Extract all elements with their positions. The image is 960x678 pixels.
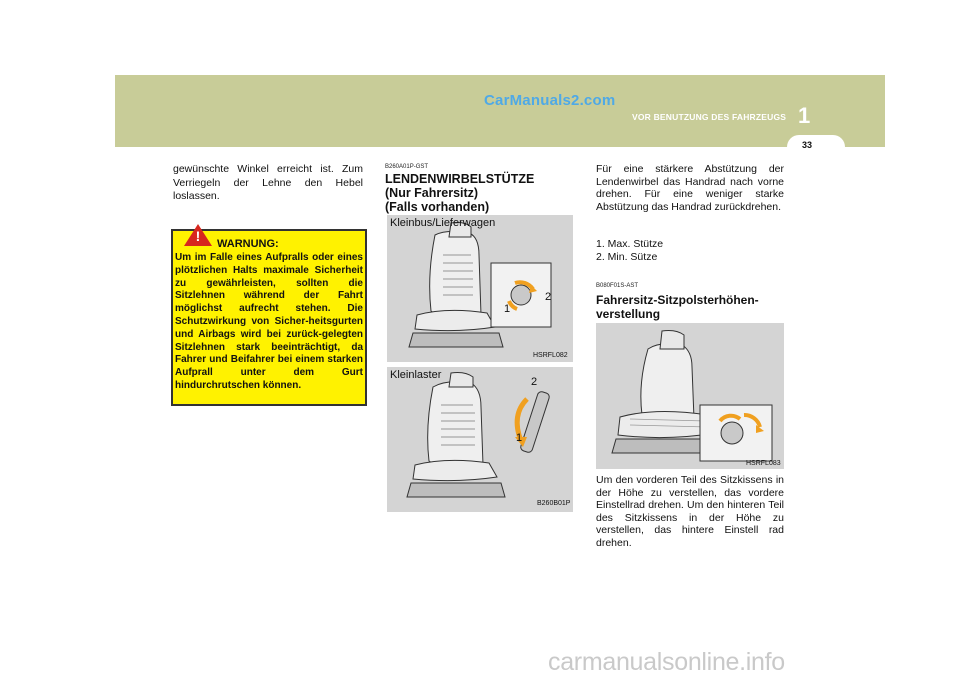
chapter-number: 1 [798, 103, 811, 128]
watermark-bottom[interactable]: carmanualsonline.info [548, 648, 785, 676]
section-heading-2: Fahrersitz-Sitzpolsterhöhen-verstellung [596, 293, 759, 321]
figure-code: HSRFL083 [746, 460, 781, 467]
figure-code: B260B01P [537, 500, 571, 507]
list-item-min: 2. Min. Sütze [596, 251, 658, 263]
callout-2: 2 [531, 376, 538, 388]
callout-1: 1 [504, 303, 511, 315]
list-item-max: 1. Max. Stütze [596, 238, 664, 250]
section-code-2: B080F01S-AST [596, 283, 639, 289]
lumbar-instructions: Für eine stärkere Abstützung der Lendenwirbel das Handrad nach vorne drehen. Für eine weniger starke Abstützung das Handrad zurückdrehen. [596, 163, 784, 213]
heading-line-3: (Falls vorhanden) [385, 200, 490, 214]
warning-text: Um im Falle eines Aufpralls oder eines plötzlichen Halts maximale Sicherheit zu gewährleisten, sollten die Sitzlehnen während der Fahrt möglichst aufrecht stehen. Die Schutzwirkung von Sicher-heitsgurten und Airbags wird bei zurück-gelegten Sitzlehnen stark beeinträchtigt, da Fahrer und Beifahrer bei einem starken Aufprall unter dem Gurt hindurchrutschen können. [175, 252, 363, 391]
seat-illustration-icon [387, 215, 573, 362]
section-title: VOR BENUTZUNG DES FAHRZEUGS [632, 112, 787, 122]
watermark-top[interactable]: CarManuals2.com [484, 92, 616, 109]
cushion-instructions: Um den vorderen Teil des Sitzkissens in der Höhe zu verstellen, das vordere Einstellrad drehen. Um den hinteren Teil des Sitzkissens in der Höhe zu verstellen, das hintere Einstell rad drehen. [596, 474, 784, 549]
heading-line-2: (Nur Fahrersitz) [385, 186, 479, 200]
intro-paragraph: gewünschte Winkel erreicht ist. Zum Verriegeln der Lehne den Hebel loslassen. [173, 163, 363, 202]
page-number: 33 [801, 140, 812, 150]
warning-title: WARNUNG: [217, 238, 279, 250]
figure-lumbar-support-van [387, 215, 573, 362]
section-heading [385, 172, 534, 214]
figure-caption: Kleinlaster [390, 369, 442, 381]
figure-cushion-height [596, 323, 784, 469]
seat-illustration-icon [596, 323, 784, 469]
seat-illustration-icon [387, 367, 573, 512]
figure-code: HSRFL082 [533, 352, 568, 359]
figure-caption: Kleinbus/Lieferwagen [390, 217, 496, 229]
figure-lumbar-support-truck [387, 367, 573, 512]
callout-1: 1 [516, 432, 523, 444]
warning-exclamation-icon: ! [195, 228, 201, 244]
callout-2: 2 [545, 291, 552, 303]
heading-line-1: LENDENWIRBELSTÜTZE [385, 172, 535, 186]
header-band [115, 75, 885, 147]
section-code: B260A01P-GST [385, 164, 429, 170]
